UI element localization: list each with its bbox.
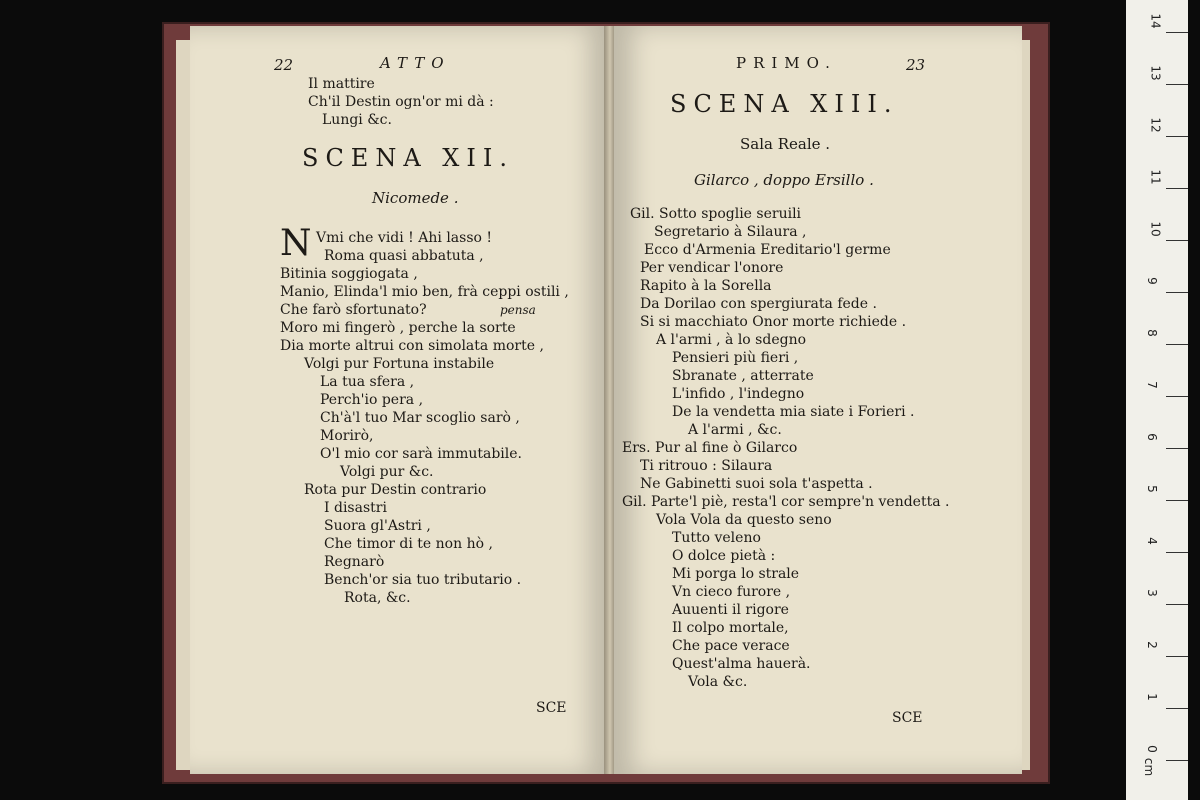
verse-line: Tutto veleno [672, 530, 761, 546]
scene-title-left: SCENA XII. [302, 144, 514, 172]
ruler-number: 12 [1148, 117, 1163, 133]
verse-line: Vola Vola da questo seno [656, 512, 832, 528]
verse-line: Ne Gabinetti suoi sola t'aspetta . [640, 476, 873, 492]
ruler-tick [1166, 136, 1188, 137]
verse-line: Suora gl'Astri , [324, 518, 431, 534]
ruler-number: 0 [1144, 745, 1159, 753]
verse-line: Quest'alma hauerà. [672, 656, 811, 672]
opening-line: Ch'il Destin ogn'or mi dà : [308, 94, 494, 110]
verse-line: Volgi pur Fortuna instabile [304, 356, 495, 372]
verse-line: Vola &c. [688, 674, 748, 690]
verse-line: Manio, Elinda'l mio ben, frà ceppi ostili , [280, 284, 569, 300]
ruler-tick [1166, 708, 1188, 709]
ruler-tick [1166, 240, 1188, 241]
ruler-number: 8 [1144, 329, 1159, 337]
verse-line: Bitinia soggiogata , [280, 266, 418, 282]
verse-line: Rapito à la Sorella [640, 278, 772, 294]
verse-line: Ecco d'Armenia Ereditario'l germe [644, 242, 891, 258]
character-name: Nicomede . [372, 189, 459, 207]
verse-line: Roma quasi abbatuta , [324, 248, 484, 264]
ruler-number: 14 [1148, 13, 1163, 29]
ruler-tick [1166, 552, 1188, 553]
ruler-number: 11 [1148, 169, 1163, 185]
marginal-note: pensa [500, 303, 536, 317]
verse-line: Vn cieco furore , [672, 584, 791, 600]
catchword-left: SCE [536, 700, 567, 716]
ruler-tick [1166, 500, 1188, 501]
running-head-left: ATTO [380, 54, 451, 72]
drop-cap: N [280, 223, 312, 264]
verse-line: Che farò sfortunato? [280, 302, 427, 318]
ruler-tick [1166, 344, 1188, 345]
ruler-number: 4 [1144, 537, 1159, 545]
opening-line: Lungi &c. [322, 112, 392, 128]
verse-line: Regnarò [324, 554, 385, 570]
verse-line: Pensieri più fieri , [672, 350, 799, 366]
verse-line: Il colpo mortale, [672, 620, 789, 636]
verse-line: Ch'à'l tuo Mar scoglio sarò , [320, 410, 520, 426]
measuring-ruler [1126, 0, 1188, 800]
verse-line: Che timor di te non hò , [324, 536, 493, 552]
verse-line: De la vendetta mia siate i Forieri . [672, 404, 915, 420]
ruler-number: 6 [1144, 433, 1159, 441]
verse-line: Ers. Pur al fine ò Gilarco [622, 440, 798, 456]
ruler-tick [1166, 396, 1188, 397]
ruler-tick [1166, 32, 1188, 33]
verse-line: Mi porga lo strale [672, 566, 800, 582]
verse-line: L'infido , l'indegno [672, 386, 805, 402]
verse-line: Volgi pur &c. [340, 464, 434, 480]
verse-line: La tua sfera , [320, 374, 415, 390]
ruler-number: 5 [1144, 485, 1159, 493]
ruler-tick [1166, 656, 1188, 657]
left-page [190, 26, 608, 774]
verse-line: Perch'io pera , [320, 392, 424, 408]
ruler-number: 7 [1144, 381, 1159, 389]
page-number-right: 23 [906, 56, 926, 74]
verse-line: Si si macchiato Onor morte richiede . [640, 314, 907, 330]
scene-characters: Gilarco , doppo Ersillo . [694, 171, 874, 189]
verse-line: Morirò, [320, 428, 374, 444]
verse-line: Che pace verace [672, 638, 790, 654]
ruler-tick [1166, 84, 1188, 85]
verse-line: Ti ritrouo : Silaura [640, 458, 773, 474]
verse-line: Gil. Sotto spoglie seruili [630, 206, 802, 222]
verse-line: Auuenti il rigore [672, 602, 789, 618]
scene-title-right: SCENA XIII. [670, 90, 899, 118]
verse-line: I disastri [324, 500, 387, 516]
verse-line: Per vendicar l'onore [640, 260, 784, 276]
ruler-tick [1166, 188, 1188, 189]
verse-line: Moro mi fingerò , perche la sorte [280, 320, 516, 336]
right-page [614, 26, 1022, 774]
ruler-number: 10 [1148, 221, 1163, 237]
verse-line: O dolce pietà : [672, 548, 776, 564]
catchword-right: SCE [892, 710, 923, 726]
verse-line: Rota pur Destin contrario [304, 482, 487, 498]
ruler-unit: cm [1142, 757, 1157, 777]
ruler-tick [1166, 292, 1188, 293]
ruler-number: 13 [1148, 65, 1163, 81]
verse-line: O'l mio cor sarà immutabile. [320, 446, 522, 462]
verse-line: Vmi che vidi ! Ahi lasso ! [316, 230, 493, 246]
verse-line: Rota, &c. [344, 590, 411, 606]
ruler-number: 3 [1144, 589, 1159, 597]
verse-line: Gil. Parte'l piè, resta'l cor sempre'n vendetta . [622, 494, 950, 510]
ruler-number: 2 [1144, 641, 1159, 649]
scene-setting: Sala Reale . [740, 135, 831, 153]
verse-line: Segretario à Silaura , [654, 224, 807, 240]
running-head-right: PRIMO. [736, 54, 837, 72]
verse-line: Bench'or sia tuo tributario . [324, 572, 522, 588]
ruler-tick [1166, 604, 1188, 605]
ruler-tick [1166, 760, 1188, 761]
opening-line: Il mattire [308, 76, 375, 92]
ruler-number: 9 [1144, 277, 1159, 285]
verse-line: Da Dorilao con spergiurata fede . [640, 296, 877, 312]
ruler-tick [1166, 448, 1188, 449]
verse-line: Dia morte altrui con simolata morte , [280, 338, 544, 354]
page-number-left: 22 [274, 56, 294, 74]
ruler-number: 1 [1144, 693, 1159, 701]
verse-line: Sbranate , atterrate [672, 368, 814, 384]
verse-line: A l'armi , &c. [688, 422, 782, 438]
verse-line: A l'armi , à lo sdegno [656, 332, 807, 348]
